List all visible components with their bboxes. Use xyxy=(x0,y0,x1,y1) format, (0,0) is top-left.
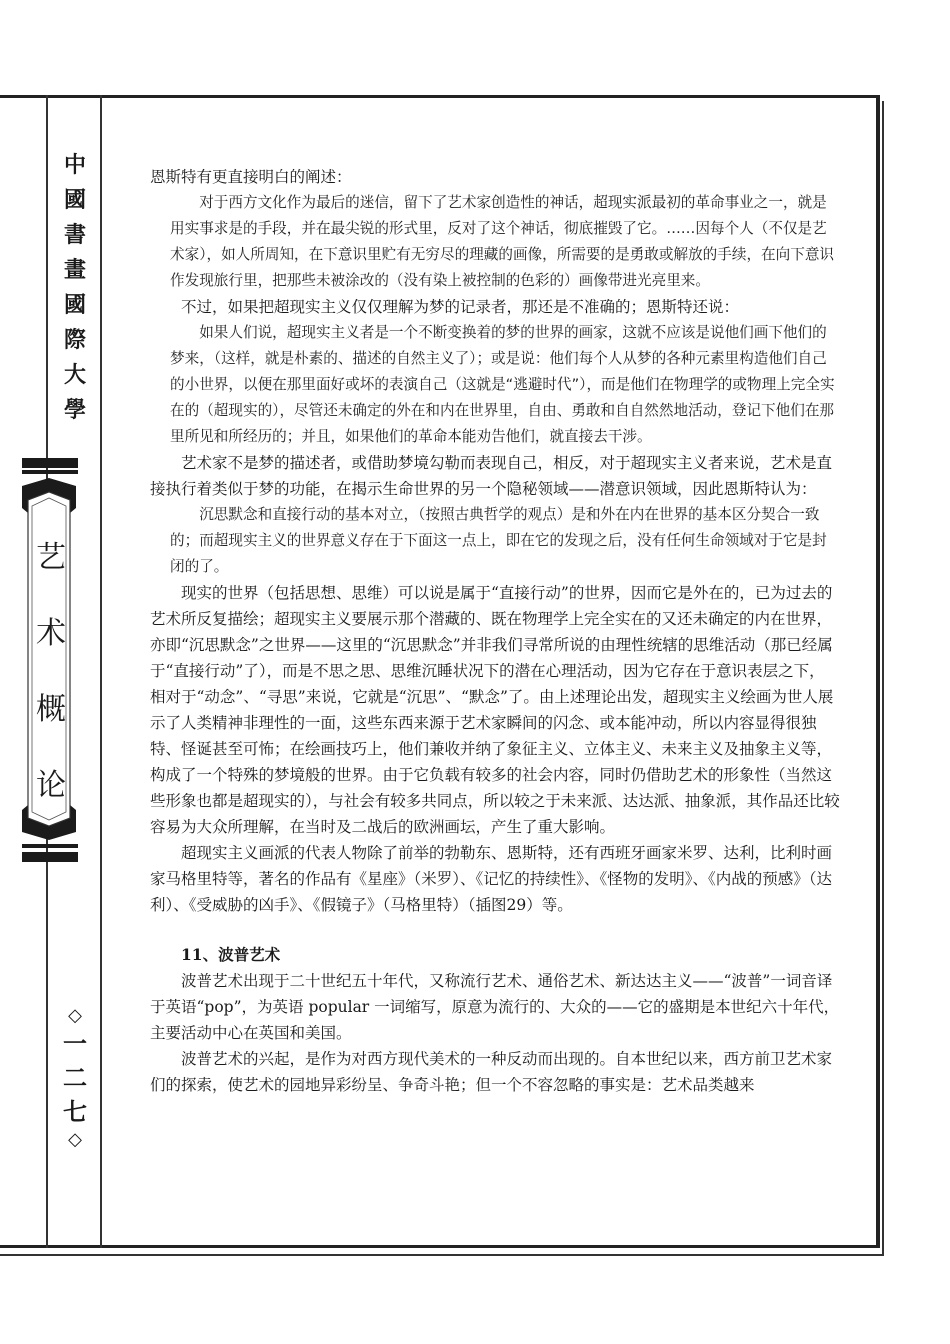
block-quote: 如果人们说，超现实主义者是一个不断变换着的梦的世界的画家，这就不应该是说他们画下他们的梦来，（这样，就是朴素的、描述的自然主义了）；或是说：他们每个人从梦的各种元素里构造他们自己的小世界，以便在那里面好或坏的表演自己（这就是“逃避时代”），而是他们在物理学的或物理上完全实在的（超现实的），尽管还未确定的外在和内在世界里，自由、勇敢和自自然然地活动，登记下他们在那里所见和所经历的；并且，如果他们的革命本能劝告他们，就直接去干涉。 xyxy=(170,324,835,445)
school-char: 大 xyxy=(63,362,86,388)
book-title-char: 概 xyxy=(36,692,66,727)
paragraph: 波普艺术的兴起，是作为对西方现代美术的一种反动而出现的。自本世纪以来，西方前卫艺术家们的探索，使艺术的园地异彩纷呈、争奇斗艳；但一个不容忽略的事实是：艺术品类越来 xyxy=(150,1050,833,1094)
page-number-char: 二 xyxy=(63,1063,87,1092)
paragraph: 不过，如果把超现实主义仅仅理解为梦的记录者，那还是不准确的；恩斯特还说： xyxy=(181,298,740,316)
school-char: 畫 xyxy=(63,257,86,283)
ornament-bar-top-thin xyxy=(22,470,78,474)
paragraph: 艺术家不是梦的描述者，或借助梦境勾勒而表现自己，相反，对于超现实主义者来说，艺术是直接执行着类似于梦的功能，在揭示生命世界的另一个隐秘领域——潜意识领域，因此恩斯特认为： xyxy=(150,454,833,498)
sidebar-rule-right xyxy=(100,95,102,1248)
book-title-char: 术 xyxy=(36,616,66,651)
ornament-bar-top xyxy=(22,458,78,468)
school-char: 書 xyxy=(63,222,86,248)
section-heading: 11、波普艺术 xyxy=(181,945,281,964)
school-char: 國 xyxy=(63,187,86,213)
book-title-char: 论 xyxy=(36,768,66,803)
block-quote: 对于西方文化作为最后的迷信，留下了艺术家创造性的神话，超现实派最初的革命事业之一，就是用实事求是的手段，并在最尖锐的形式里，反对了这个神话，彻底摧毁了它。……因每个人（不仅是艺术家），如人所周知，在下意识里贮有无穷尽的理藏的画像，所需要的是勇敢或解放的手续，在向下意识作发现旅行里，把那些未被涂改的（没有染上被控制的色彩的）画像带进光亮里来。 xyxy=(170,194,835,289)
school-char: 中 xyxy=(63,152,86,178)
block-quote: 沉思默念和直接行动的基本对立，（按照古典哲学的观点）是和外在内在世界的基本区分契合一致的；而超现实主义的世界意义存在于下面这一点上，即在它的发现之后，没有任何生命领域对于它是封闭的了。 xyxy=(170,506,827,575)
paragraph: 波普艺术出现于二十世纪五十年代，又称流行艺术、通俗艺术、新达达主义——“波普”一词音译于英语“pop”，为英语 popular 一词缩写，原意为流行的、大众的——它的盛期是本世纪六十年代，主要活动中心在英国和美国。 xyxy=(150,972,840,1042)
school-char: 際 xyxy=(63,327,86,353)
page-number-char: 一 xyxy=(63,1029,87,1058)
ornament-bar-bottom xyxy=(22,852,78,862)
ornament-bar-bottom-thin xyxy=(22,844,78,848)
main-text xyxy=(150,164,840,1098)
book-title-char: 艺 xyxy=(36,540,66,575)
school-char: 國 xyxy=(63,292,86,318)
book-title xyxy=(26,520,76,824)
paragraph: 现实的世界（包括思想、思维）可以说是属于“直接行动”的世界，因而它是外在的，已为过去的艺术所反复描绘；超现实主义要展示那个潜藏的、既在物理学上完全实在的又还未确定的内在世界，亦即“沉思默念”之世界——这里的“沉思默念”并非我们寻常所说的由理性统辖的思维活动（那已经属于“直接行动”了），而是不思之思、思维沉睡状况下的潜在心理活动，因为它存在于意识表层之下，相对于“动念”、“寻思”来说，它就是“沉思”、“默念”了。由上述理论出发，超现实主义绘画为世人展示了人类精神非理性的一面，这些东西来源于艺术家瞬间的闪念、或本能冲动，所以内容显得很独特、怪诞甚至可怖；在绘画技巧上，他们兼收并纳了象征主义、立体主义、未来主义及抽象主义等，构成了一个特殊的梦境般的世界。由于它负载有较多的社会内容，同时仍借助艺术的形象性（当然这些形象也都是超现实的），与社会有较多共同点，所以较之于未来派、达达派、抽象派，其作品还比较容易为大众所理解，在当时及二战后的欧洲画坛，产生了重大影响。 xyxy=(150,584,840,836)
page-number-char: 七 xyxy=(63,1097,87,1126)
school-name xyxy=(56,148,94,428)
paragraph: 超现实主义画派的代表人物除了前举的勃勒东、恩斯特，还有西班牙画家米罗、达利，比利时画家马格里特等，著名的作品有《星座》（米罗）、《记忆的持续性》、《怪物的发明》、《内战的预感》（达利）、《受威胁的凶手》、《假镜子》（马格里特）（插图29）等。 xyxy=(150,844,833,914)
page-number xyxy=(56,1005,94,1151)
diamond-icon: ◇ xyxy=(68,1005,82,1026)
intro-line: 恩斯特有更直接明白的阐述： xyxy=(150,168,352,186)
diamond-icon: ◇ xyxy=(68,1129,82,1150)
school-char: 學 xyxy=(63,397,86,423)
